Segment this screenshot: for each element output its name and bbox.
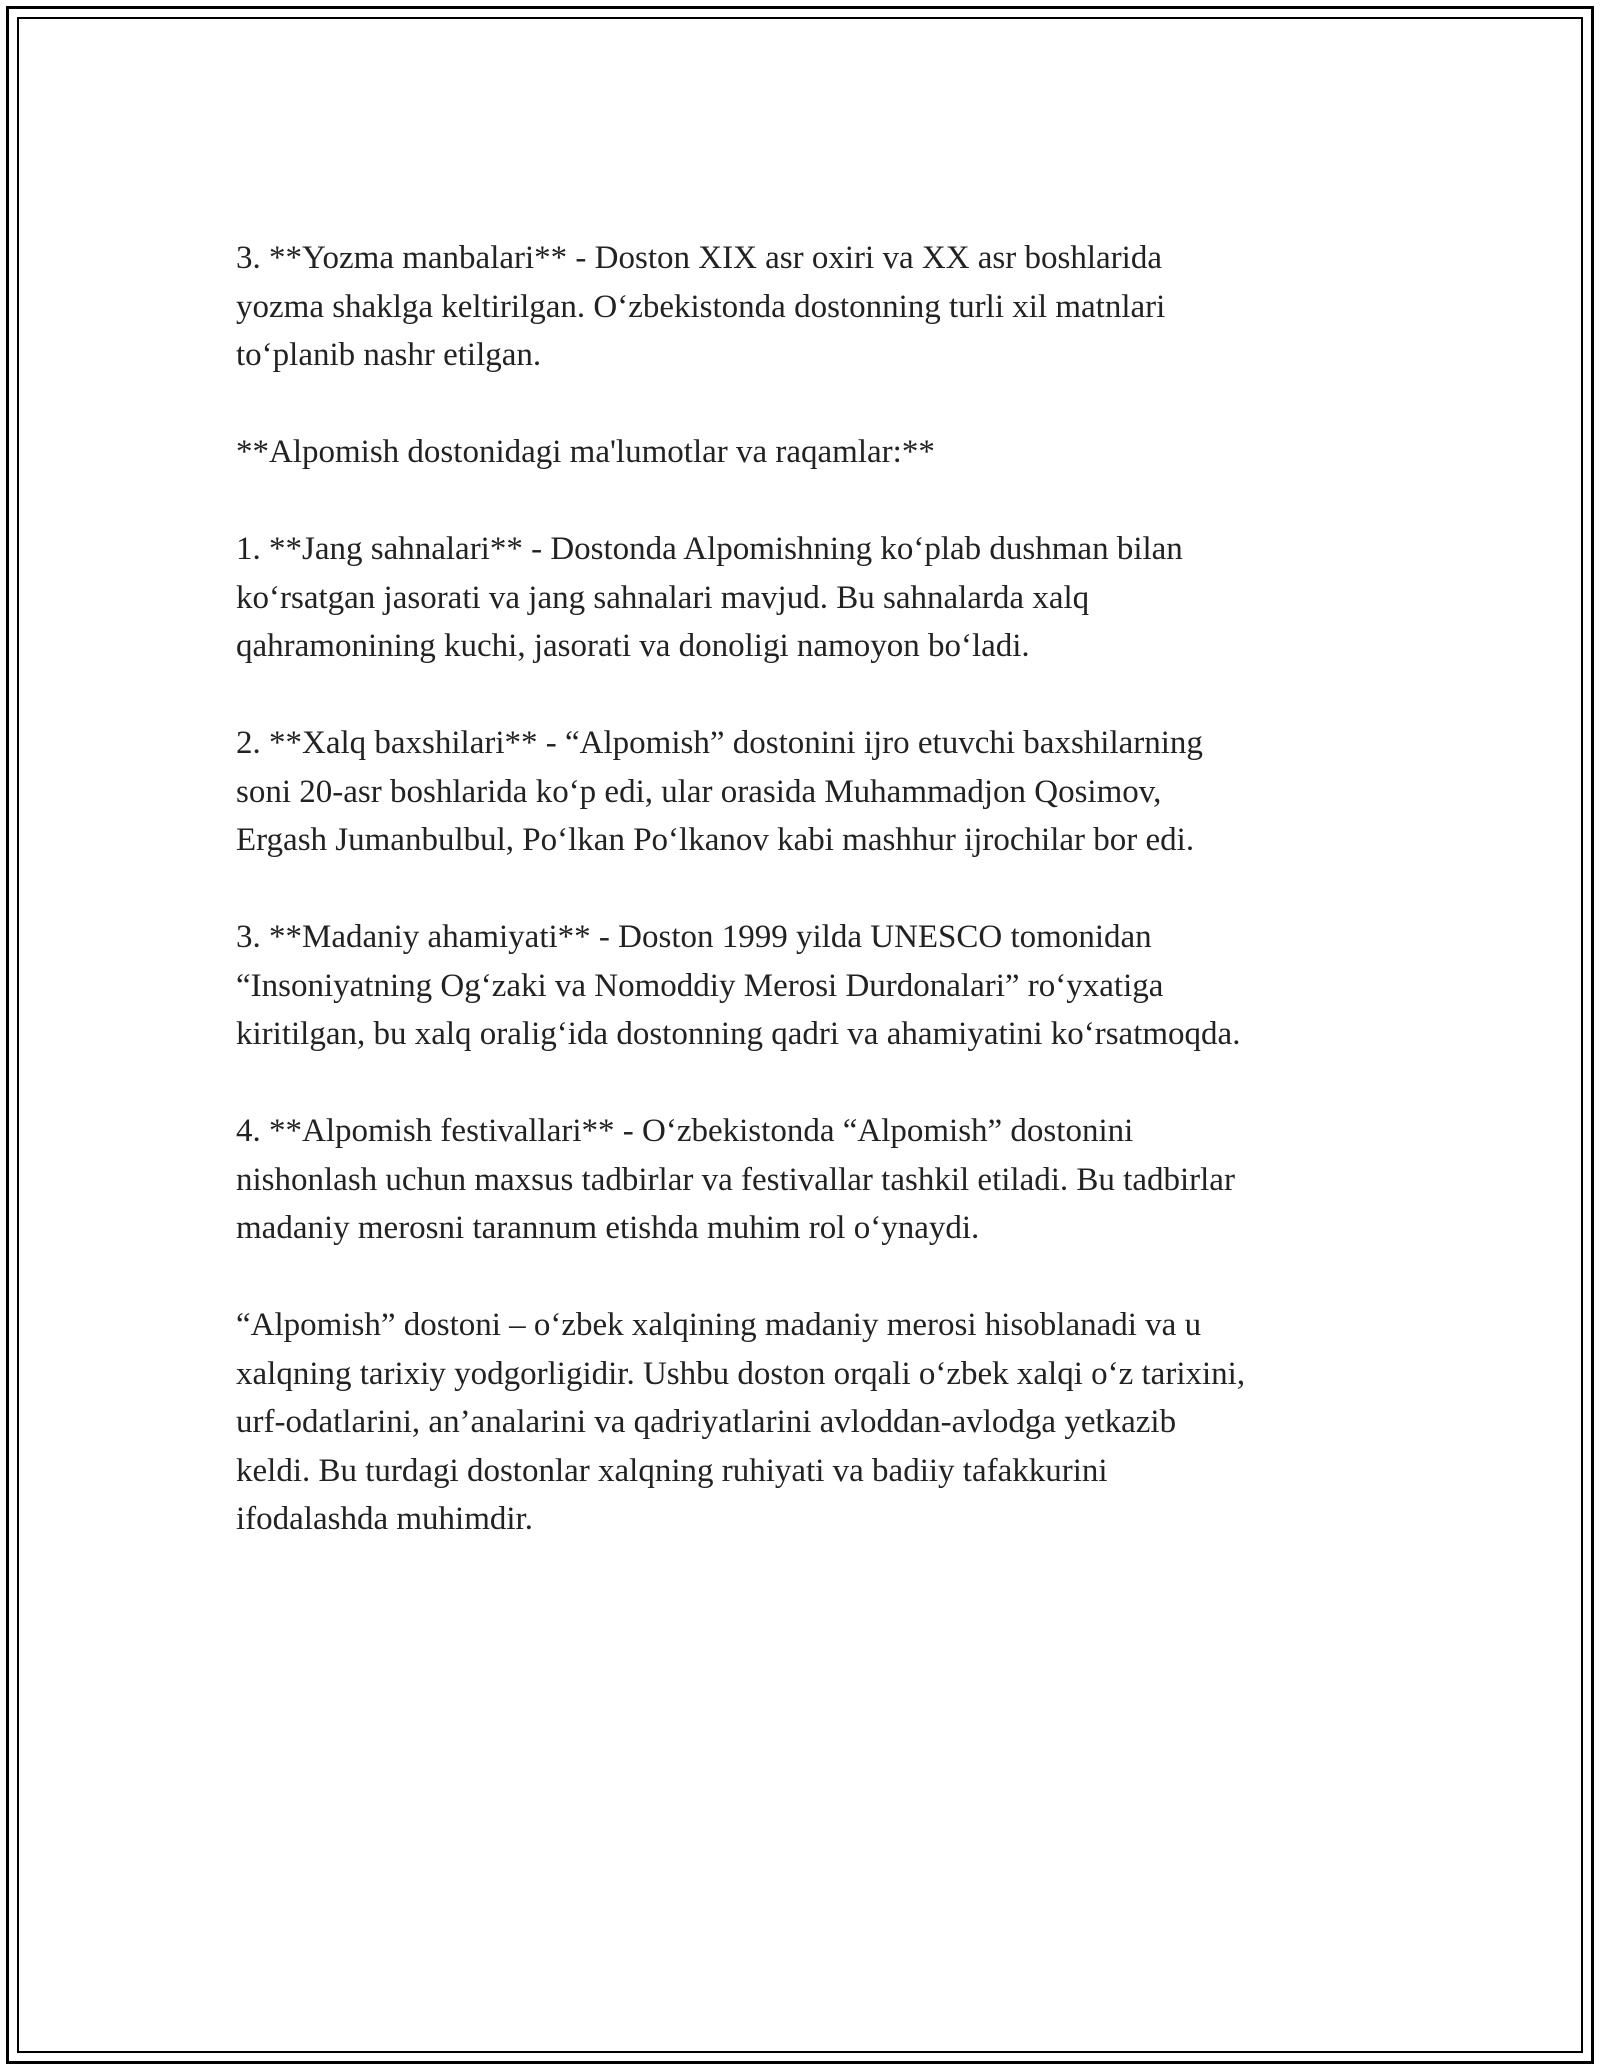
section-heading-malumotlar: **Alpomish dostonidagi ma'lumotlar va raqamlar:** (236, 434, 935, 470)
paragraph-madaniy-ahamiyati: 3. **Madaniy ahamiyati** - Doston 1999 yilda UNESCO tomonidan “Insoniyatning Og‘zaki va Nomoddiy Merosi Durdonalari” ro‘yxatiga kiritilgan, bu xalq oralig‘ida dostonning qadri va ahamiyatini ko‘rsatmoqda. (236, 919, 1241, 1052)
paragraph-xalq-baxshilari: 2. **Xalq baxshilari** - “Alpomish” dostonini ijro etuvchi baxshilarning soni 20-asr boshlarida ko‘p edi, ular orasida Muhammadjon Qosimov, Ergash Jumanbulbul, Po‘lkan Po‘lkanov kabi mashhur ijrochilar bor edi. (236, 725, 1203, 858)
paragraph-conclusion: “Alpomish” dostoni – o‘zbek xalqining madaniy merosi hisoblanadi va u xalqning tarixiy yodgorligidir. Ushbu doston orqali o‘zbek xalqi o‘z tarixini, urf-odatlarini, an’analarini va qadriyatlarini avloddan-avlodga yetkazib keldi. Bu turdagi dostonlar xalqning ruhiyati va badiiy tafakkurini ifodalashda muhimdir. (236, 1307, 1246, 1537)
paragraph-jang-sahnalari: 1. **Jang sahnalari** - Dostonda Alpomishning ko‘plab dushman bilan ko‘rsatgan jasorati va jang sahnalari mavjud. Bu sahnalarda xalq qahramonining kuchi, jasorati va donoligi namoyon bo‘ladi. (236, 531, 1183, 664)
paragraph-alpomish-festivallari: 4. **Alpomish festivallari** - O‘zbekistonda “Alpomish” dostonini nishonlash uchun maxsus tadbirlar va festivallar tashkil etiladi. Bu tadbirlar madaniy merosni tarannum etishda muhim rol o‘ynaydi. (236, 1113, 1235, 1246)
document-body (236, 234, 1366, 1592)
paragraph-yozma-manbalari: 3. **Yozma manbalari** - Doston XIX asr oxiri va XX asr boshlarida yozma shaklga keltirilgan. O‘zbekistonda dostonning turli xil matnlari to‘planib nashr etilgan. (236, 240, 1166, 373)
